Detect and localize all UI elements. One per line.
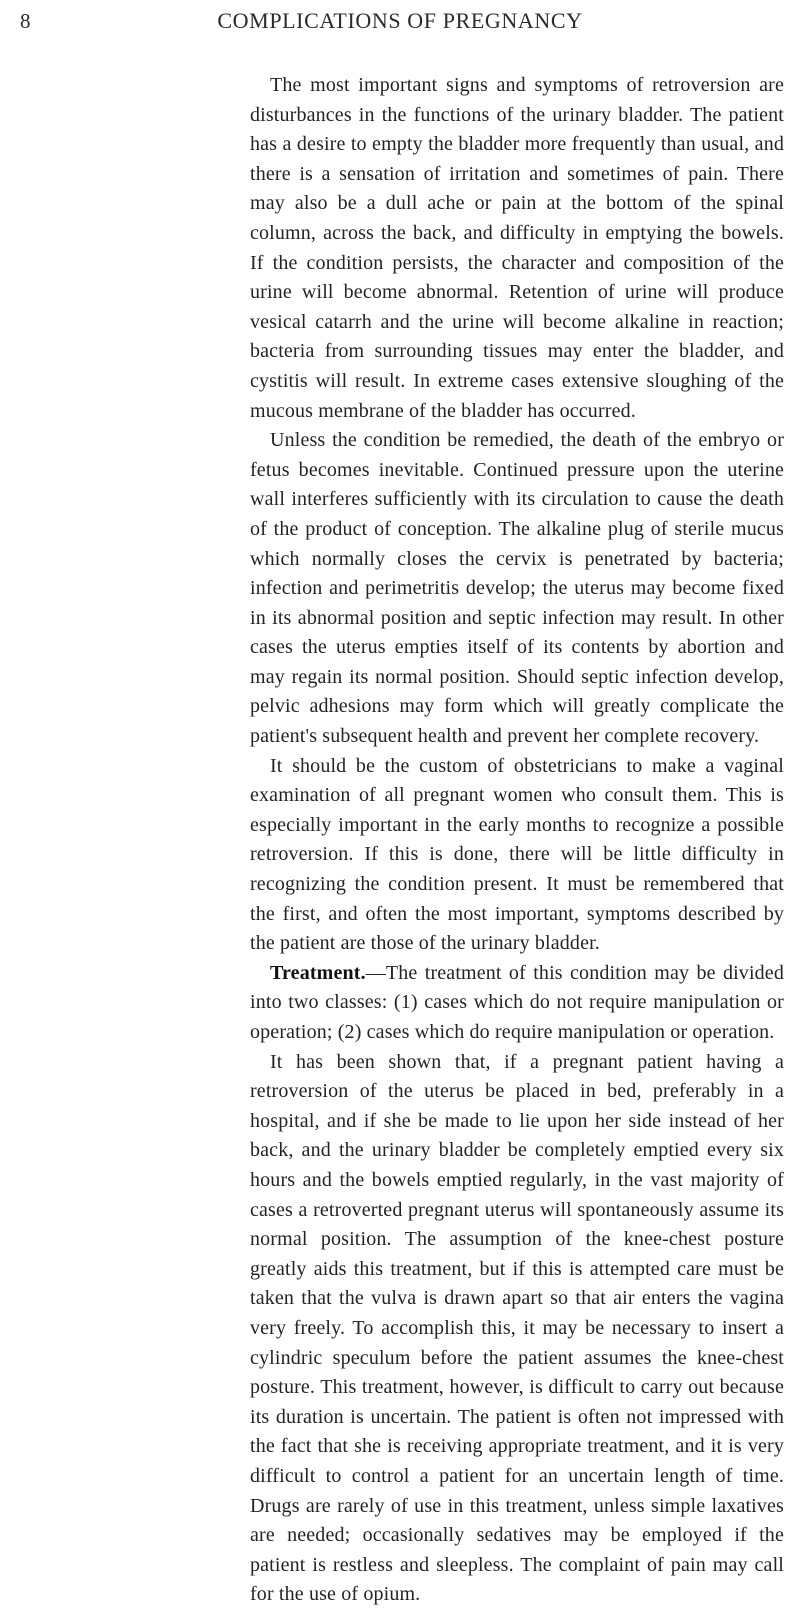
page-number: 8 [20,9,31,33]
paragraph-nonoperative-treatment [250,1048,784,1610]
paragraph-text: —The treatment of this condition may be divided into two classes: (1) cases which do not require manipulation or operation; (2) cases which do require manipulation or operation. [250,961,784,1043]
paragraph-text: Unless the condition be remedied, the death of the embryo or fetus becomes inevitable. Continued pressure upon the uterine wall interferes sufficiently with its circulation to cause the death of the product of conception. The alkaline plug of sterile mucus which normally closes the cervix is penetrated by bacteria; infection and perimetritis develop; the uterus may become fixed in its abnormal position and septic infection may result. In other cases the uterus empties itself of its contents by abortion and may regain its normal position. Should septic infection develop, pelvic adhesions may form which will greatly complicate the patient's subsequent health and prevent her complete recovery. [250,429,784,748]
paragraph-treatment [250,959,784,1048]
chapter-title: COMPLICATIONS OF PREGNANCY [217,8,583,33]
paragraph-text: The most important signs and symptoms of retroversion are disturbances in the functions of the urinary bladder. The patient has a desire to empty the bladder more frequently than usual, and there is a sensation of irritation and sometimes of pain. There may also be a dull ache or pain at the bottom of the spinal column, across the back, and difficulty in emptying the bowels. If the condition persists, the character and composition of the urine will become abnormal. Retention of urine will produce vesical catarrh and the urine will become alkaline in reaction; bacteria from surrounding tissues may enter the bladder, and cystitis will result. In extreme cases extensive sloughing of the mucous membrane of the bladder has occurred. [250,74,784,422]
paragraph-prognosis [250,426,784,752]
paragraph-text: It should be the custom of obstetricians to make a vaginal examination of all pregnant women who consult them. This is especially important in the early months to recognize a possible retroversion. If this is done, there will be little difficulty in recognizing the condition present. It must be remembered that the first, and often the most important, symptoms described by the patient are those of the urinary bladder. [250,754,784,955]
treatment-heading: Treatment. [270,961,366,984]
paragraph-text: It has been shown that, if a pregnant patient having a retroversion of the uterus be placed in bed, preferably in a hospital, and if she be made to lie upon her side instead of her back, and the urinary bladder be completely emptied every six hours and the bowels emptied regularly, in the vast majority of cases a retroverted pregnant uterus will spontaneously assume its normal position. The assumption of the knee-chest posture greatly aids this treatment, but if this is attempted care must be taken that the vulva is drawn apart so that air enters the vagina very freely. To accomplish this, it may be necessary to insert a cylindric speculum before the patient assumes the knee-chest posture. This treatment, however, is difficult to carry out because its duration is uncertain. The patient is often not impressed with the fact that she is receiving appropriate treatment, and it is very difficult to control a patient for an uncertain length of time. Drugs are rarely of use in this treatment, unless simple laxatives are needed; occasionally sedatives may be employed if the patient is restless and sleepless. The complaint of pain may call for the use of opium. [250,1050,784,1606]
body-text [250,71,784,1610]
running-head [0,6,800,36]
paragraph-symptoms [250,71,784,426]
paragraph-examination [250,752,784,959]
